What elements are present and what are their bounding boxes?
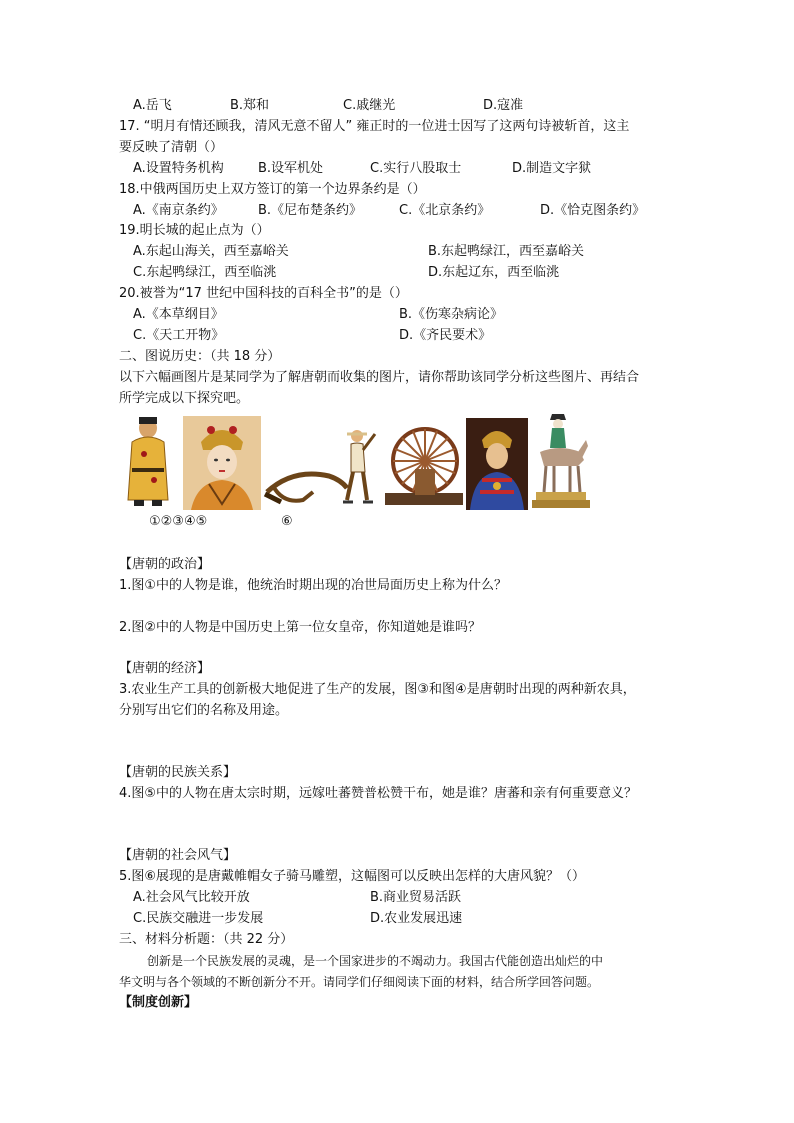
section2-heading: 二、图说历史：（共 18 分） [119, 349, 281, 364]
picture-caption-1-5: ①②③④⑤ [149, 514, 208, 529]
q17-stem-line2: 要反映了清朝（） [119, 140, 224, 155]
q5-option-b: B.商业贸易活跃 [370, 890, 462, 905]
q16-option-b: B.郑和 [230, 98, 270, 113]
q18-option-a: A.《南京条约》 [133, 203, 224, 218]
section3-intro-line2: 华文明与各个领域的不断创新分不开。请同学们仔细阅读下面的材料，结合所学回答问题。 [119, 975, 600, 989]
politics-question-2: 2.图②中的人物是中国历史上第一位女皇帝，你知道她是谁吗？ [119, 620, 482, 635]
politics-question-1: 1.图①中的人物是谁，他统治时期出现的冶世局面历史上称为什么？ [119, 578, 508, 593]
q17-stem-line1: 17. “明月有情还顾我，清风无意不留人” 雍正时的一位进士因写了这两句诗被斩首，这主 [119, 119, 630, 134]
princess-wencheng-picture [466, 418, 528, 510]
q16-option-d: D.寇准 [483, 98, 524, 113]
ethnic-question-4: 4.图⑤中的人物在唐太宗时期，远嫁吐蕃赞普松赞干布，她是谁？唐蕃和亲有何重要意义？ [119, 786, 638, 801]
q17-option-d: D.制造文字狱 [512, 161, 592, 176]
section3-subtitle: 【制度创新】 [119, 995, 198, 1010]
q18-option-b: B.《尼布楚条约》 [258, 203, 363, 218]
q19-option-a: A.东起山海关，西至嘉峪关 [133, 244, 289, 259]
q20-option-b: B.《伤寒杂病论》 [399, 307, 504, 322]
q17-option-b: B.设军机处 [258, 161, 324, 176]
q18-option-c: C.《北京条约》 [399, 203, 491, 218]
emperor-figure-picture [122, 414, 174, 510]
q16-option-a: A.岳飞 [133, 98, 172, 113]
q18-option-d: D.《恰克图条约》 [540, 203, 646, 218]
q5-option-a: A.社会风气比较开放 [133, 890, 250, 905]
q19-stem: 19.明长城的起止点为（） [119, 223, 270, 238]
q19-option-d: D.东起辽东，西至临洮 [428, 265, 560, 280]
ethnic-title: 【唐朝的民族关系】 [119, 765, 237, 780]
q5-option-c: C.民族交融进一步发展 [133, 911, 264, 926]
q17-option-c: C.实行八股取士 [370, 161, 462, 176]
q20-option-d: D.《齐民要术》 [399, 328, 492, 343]
social-question-5: 5.图⑥展现的是唐戴帷帽女子骑马雕塑，这幅图可以反映出怎样的大唐风貌？（） [119, 869, 586, 884]
picture-caption-6: ⑥ [281, 514, 293, 529]
politics-title: 【唐朝的政治】 [119, 557, 211, 572]
section2-intro-line1: 以下六幅画图片是某同学为了解唐朝而收集的图片，请你帮助该同学分析这些图片、再结合 [119, 370, 640, 385]
q17-option-a: A.设置特务机构 [133, 161, 224, 176]
social-title: 【唐朝的社会风气】 [119, 848, 237, 863]
waterwheel-picture [385, 425, 463, 509]
q20-stem: 20.被誉为“17 世纪中国科技的百科全书”的是（） [119, 286, 408, 301]
q20-option-c: C.《天工开物》 [133, 328, 225, 343]
q18-stem: 18.中俄两国历史上双方签订的第一个边界条约是（） [119, 182, 426, 197]
q5-option-d: D.农业发展迅速 [370, 911, 463, 926]
horse-rider-statue-picture [532, 408, 590, 510]
economy-question-3-line2: 分别写出它们的名称及用途。 [119, 703, 289, 718]
section3-intro-line1: 创新是一个民族发展的灵魂，是一个国家进步的不竭动力。我国古代能创造出灿烂的中 [147, 954, 604, 968]
empress-portrait-picture [183, 416, 261, 510]
q19-option-c: C.东起鸭绿江，西至临洮 [133, 265, 277, 280]
economy-question-3-line1: 3.农业生产工具的创新极大地促进了生产的发展，图③和图④是唐朝时出现的两种新农具， [119, 682, 636, 697]
q19-option-b: B.东起鸭绿江，西至嘉峪关 [428, 244, 585, 259]
economy-title: 【唐朝的经济】 [119, 661, 211, 676]
section2-intro-line2: 所学完成以下探究吧。 [119, 391, 250, 406]
q16-option-c: C.戚继光 [343, 98, 396, 113]
plough-farmer-picture [263, 428, 383, 510]
section3-heading: 三、材料分析题：（共 22 分） [119, 932, 294, 947]
q20-option-a: A.《本草纲目》 [133, 307, 224, 322]
